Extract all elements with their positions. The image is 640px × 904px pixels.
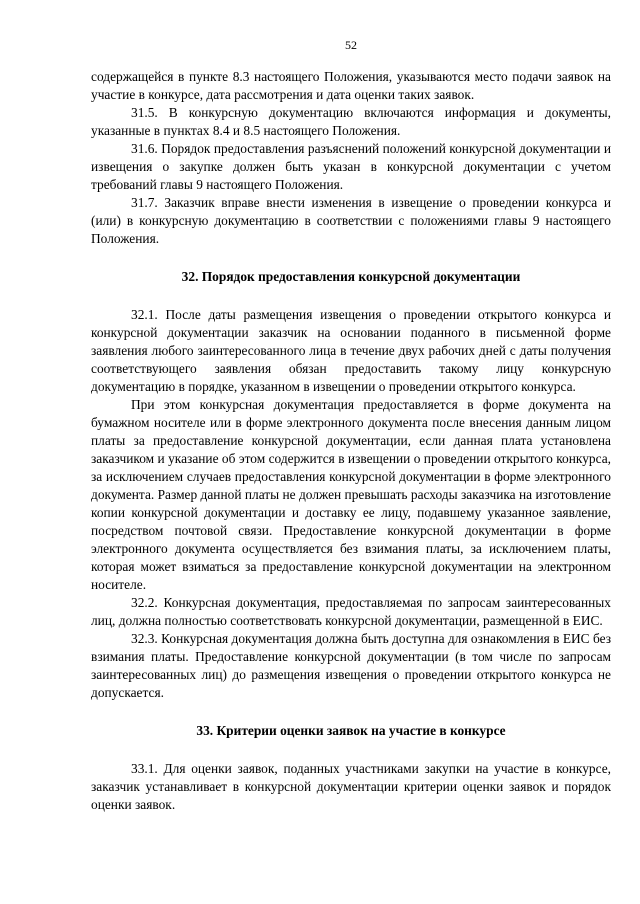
section-heading-32: 32. Порядок предоставления конкурсной документации <box>181 269 521 284</box>
paragraph-31-7: 31.7. Заказчик вправе внести изменения в извещение о проведении конкурса и (или) в конкурсную документацию в соответствии с положениями главы 9 настоящего Положения. <box>91 195 611 246</box>
paragraph-31-5: 31.5. В конкурсную документацию включаются информация и документы, указанные в пунктах 8.4 и 8.5 настоящего Положения. <box>91 105 611 138</box>
paragraph-32-1-continued: При этом конкурсная документация предоставляется в форме документа на бумажном носителе или в форме электронного документа после внесения данным лицом платы за предоставление конкурсной документации, если данная плата установлена заказчиком и указание об этом содержится в извещении о проведении открытого конкурса, за исключением случаев предоставления конкурсной документации в форме электронного документа. Размер данной платы не должен превышать расходы заказчика на изготовление копии конкурсной документации и доставку ее лицу, подавшему указанное заявление, посредством почтовой связи. Предоставление конкурсной документации в форме электронного документа осуществляется без взимания платы, за исключением платы, которая может взиматься за предоставление конкурсной документации на электронном носителе. <box>91 397 611 592</box>
page-number: 52 <box>345 38 357 52</box>
spacer <box>91 286 611 306</box>
spacer <box>91 248 611 268</box>
document-page <box>91 38 611 814</box>
spacer <box>91 740 611 760</box>
paragraph-31-6: 31.6. Порядок предоставления разъяснений положений конкурсной документации и извещения о закупке должен быть указан в конкурсной документации с учетом требований главы 9 настоящего Положения. <box>91 141 611 192</box>
paragraph-32-1: 32.1. После даты размещения извещения о проведении открытого конкурса и конкурсной документации заказчик на основании поданного в письменной форме заявления любого заинтересованного лица в течение двух рабочих дней с даты получения соответствующего заявления обязан предоставить такому лицу конкурсную документацию в порядке, указанном в извещении о проведении открытого конкурса. <box>91 307 611 394</box>
section-heading-33: 33. Критерии оценки заявок на участие в конкурсе <box>196 723 506 738</box>
spacer <box>91 702 611 722</box>
paragraph-continuation: содержащейся в пункте 8.3 настоящего Положения, указываются место подачи заявок на участие в конкурсе, дата рассмотрения и дата оценки таких заявок. <box>91 69 611 102</box>
paragraph-32-3: 32.3. Конкурсная документация должна быть доступна для ознакомления в ЕИС без взимания платы. Предоставление конкурсной документации (в том числе по запросам заинтересованных лиц) до размещения извещения о проведении открытого конкурса не допускается. <box>91 631 611 700</box>
paragraph-32-2: 32.2. Конкурсная документация, предоставляемая по запросам заинтересованных лиц, должна полностью соответствовать конкурсной документации, размещенной в ЕИС. <box>91 595 611 628</box>
paragraph-33-1: 33.1. Для оценки заявок, поданных участниками закупки на участие в конкурсе, заказчик устанавливает в конкурсной документации критерии оценки заявок и порядок оценки заявок. <box>91 761 611 812</box>
